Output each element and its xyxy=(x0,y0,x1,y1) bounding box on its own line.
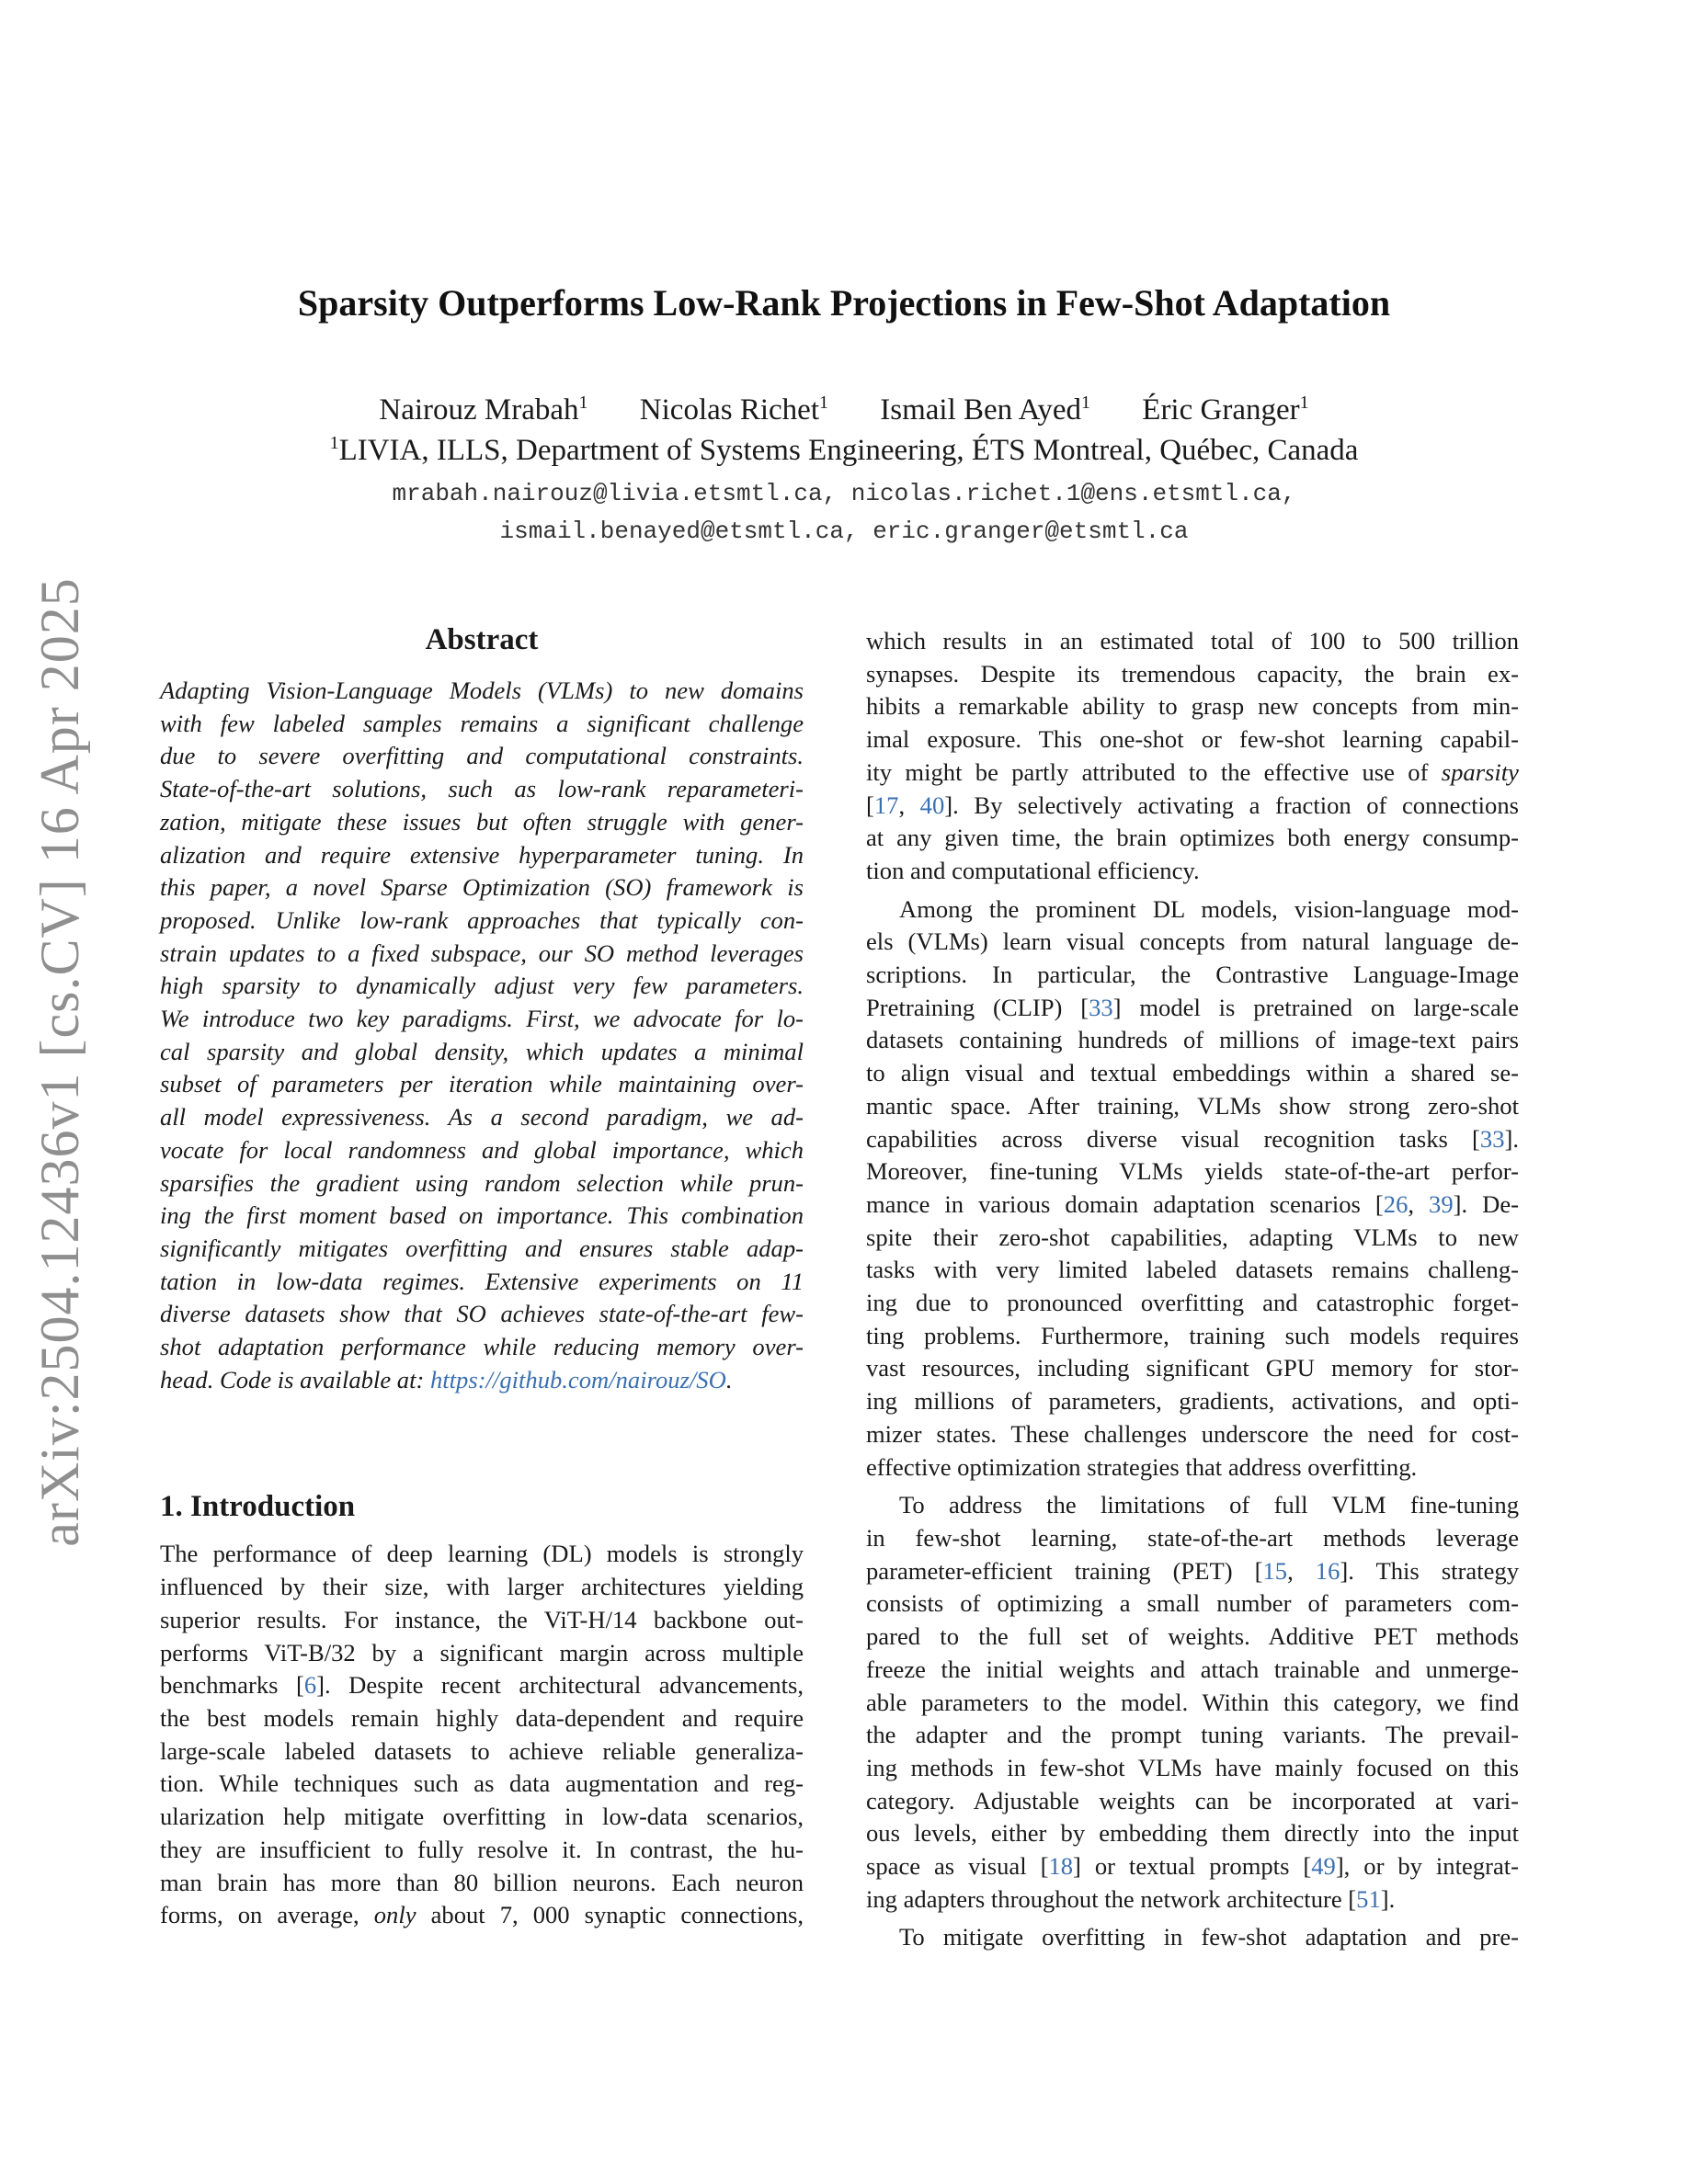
text-line: scriptions. In particular, the Contrastive Language-Image xyxy=(866,961,1519,989)
text-line: ing due to pronounced overfitting and catastrophic forget- xyxy=(866,1289,1519,1317)
email-line: ismail.benayed@etsmtl.ca, eric.granger@etsmtl.ca xyxy=(499,518,1189,545)
author: Nairouz Mrabah$^1$ xyxy=(379,392,588,427)
intro-paragraph xyxy=(160,1538,804,1931)
text-line: to align visual and textual embeddings within a shared se- xyxy=(866,1059,1519,1087)
text-line: Pretraining (CLIP) [33] model is pretrained on large-scale xyxy=(866,993,1519,1021)
text-line: strain updates to a fixed subspace, our SO method leverages xyxy=(160,938,804,967)
text-line: superior results. For instance, the ViT-H/14 backbone out- xyxy=(160,1605,804,1633)
text-line: large-scale labeled datasets to achieve reliable generaliza- xyxy=(160,1736,804,1765)
text-line: ing adapters throughout the network architecture [51]. xyxy=(866,1884,1396,1913)
text-line: vocate for local randomness and global importance, which xyxy=(160,1135,804,1164)
text-line: subset of parameters per iteration while maintaining over- xyxy=(160,1070,804,1098)
text-line: spite their zero-shot capabilities, adapting VLMs to new xyxy=(866,1223,1519,1251)
text-line: category. Adjustable weights can be incorporated at vari- xyxy=(866,1786,1519,1814)
text-line: at any given time, the brain optimizes both energy consump- xyxy=(866,824,1519,852)
text-line: els (VLMs) learn visual concepts from natural language de- xyxy=(866,927,1519,956)
citation-link[interactable]: 51 xyxy=(1356,1884,1381,1913)
text-line: tation in low-data regimes. Extensive experiments on 11 xyxy=(160,1267,804,1295)
citation-link[interactable]: 16 xyxy=(1315,1556,1340,1585)
text-line: consists of optimizing a small number of parameters com- xyxy=(866,1589,1519,1618)
text-line: the adapter and the prompt tuning variants. The prevail- xyxy=(866,1721,1519,1749)
text-line: hibits a remarkable ability to grasp new concepts from min- xyxy=(866,692,1519,721)
text-line: all model expressiveness. As a second paradigm, we ad- xyxy=(160,1103,804,1132)
text-line: ity might be partly attributed to the effective use of sparsity xyxy=(866,757,1519,786)
text-line: ing millions of parameters, gradients, activations, and opti- xyxy=(866,1387,1519,1416)
text-line: space as visual [18] or textual prompts [49], or by integrat- xyxy=(866,1852,1519,1881)
text-line: forms, on average, only about 7, 000 synaptic connections, xyxy=(160,1901,804,1929)
affiliation: $^1$LIVIA, ILLS, Department of Systems Engineering, ÉTS Montreal, Québec, Canada xyxy=(329,433,1359,467)
text-line: they are insufficient to fully resolve it. In contrast, the hu- xyxy=(160,1835,804,1863)
text-line: mizer states. These challenges underscore the need for cost- xyxy=(866,1419,1519,1448)
text-line: We introduce two key paradigms. First, we advocate for lo- xyxy=(160,1005,804,1033)
text-line: head. Code is available at: https://github.com/nairouz/SO. xyxy=(160,1365,733,1393)
text-line: significantly mitigates overfitting and ensures stable adap- xyxy=(160,1234,804,1262)
text-line: The performance of deep learning (DL) models is strongly xyxy=(160,1540,804,1568)
paragraph xyxy=(866,1921,1519,1954)
text-line: with few labeled samples remains a significant challenge xyxy=(160,709,804,737)
text-line: mance in various domain adaptation scenarios [26, 39]. De- xyxy=(866,1189,1520,1218)
text-line: diverse datasets show that SO achieves state-of-the-art few- xyxy=(160,1300,804,1328)
text-line: mantic space. After training, VLMs show strong zero-shot xyxy=(866,1091,1519,1120)
text-line: influenced by their size, with larger architectures yielding xyxy=(160,1573,804,1601)
text-line: tion and computational efficiency. xyxy=(866,856,1200,884)
text-line: datasets containing hundreds of millions of image-text pairs xyxy=(866,1026,1519,1054)
text-line: Among the prominent DL models, vision-language mod- xyxy=(899,894,1519,923)
author: Éric Granger$^1$ xyxy=(1142,392,1309,427)
citation-link[interactable]: 18 xyxy=(1048,1852,1074,1881)
email-line: mrabah.nairouz@livia.etsmtl.ca, nicolas.richet.1@ens.etsmtl.ca, xyxy=(392,480,1296,507)
text-line: ous levels, either by embedding them directly into the input xyxy=(866,1819,1519,1848)
left-column xyxy=(160,621,804,1932)
text-line: zation, mitigate these issues but often struggle with gener- xyxy=(160,807,804,836)
text-line: the best models remain highly data-dependent and require xyxy=(160,1703,804,1732)
text-line: Moreover, fine-tuning VLMs yields state-of-the-art perfor- xyxy=(866,1157,1519,1186)
text-line: this paper, a novel Sparse Optimization (SO) framework is xyxy=(160,873,804,902)
text-line: To mitigate overfitting in few-shot adaptation and pre- xyxy=(899,1923,1519,1951)
text-line: imal exposure. This one-shot or few-shot learning capabil- xyxy=(866,725,1519,754)
text-line: pared to the full set of weights. Additive PET methods xyxy=(866,1622,1519,1651)
text-line: Adapting Vision-Language Models (VLMs) to new domains xyxy=(160,677,804,704)
text-line: proposed. Unlike low-rank approaches that typically con- xyxy=(160,905,804,934)
text-line: To address the limitations of full VLM fine-tuning xyxy=(899,1491,1519,1519)
paragraph xyxy=(866,1489,1519,1916)
author-list xyxy=(0,393,1688,427)
text-line: capabilities across diverse visual recognition tasks [33]. xyxy=(866,1124,1519,1153)
text-line: man brain has more than 80 billion neurons. Each neuron xyxy=(160,1868,804,1896)
citation-link[interactable]: 26 xyxy=(1383,1189,1409,1218)
text-line: ing the first moment based on importance. This combination xyxy=(160,1201,804,1230)
author: Ismail Ben Ayed$^1$ xyxy=(880,392,1091,427)
text-line: effective optimization strategies that address overfitting. xyxy=(866,1452,1418,1481)
right-column xyxy=(866,625,1519,1954)
text-line: ularization help mitigate overfitting in low-data scenarios, xyxy=(160,1803,804,1831)
text-line: synapses. Despite its tremendous capacity, the brain ex- xyxy=(866,659,1519,688)
abstract-heading: Abstract xyxy=(425,623,539,656)
paragraph xyxy=(866,893,1519,1484)
text-line: due to severe overfitting and computational constraints. xyxy=(160,742,804,770)
text-line: tion. While techniques such as data augmentation and reg- xyxy=(160,1769,804,1798)
text-line: benchmarks [6]. Despite recent architectural advancements, xyxy=(160,1671,804,1700)
text-line: which results in an estimated total of 100 to 500 trillion xyxy=(866,627,1519,654)
author: Nicolas Richet$^1$ xyxy=(639,392,828,427)
citation-link[interactable]: 6 xyxy=(303,1671,317,1700)
text-line: State-of-the-art solutions, such as low-rank reparameteri- xyxy=(160,775,804,803)
text-line: able parameters to the model. Within this category, we find xyxy=(866,1688,1519,1716)
text-line: tasks with very limited labeled datasets remains challeng- xyxy=(866,1256,1519,1284)
text-line: performs ViT-B/32 by a significant margin across multiple xyxy=(160,1638,804,1666)
text-line: [17, 40]. By selectively activating a fraction of connections xyxy=(866,791,1519,819)
text-line: cal sparsity and global density, which updates a minimal xyxy=(160,1037,804,1065)
paper-title: Sparsity Outperforms Low-Rank Projections in Few-Shot Adaptation xyxy=(297,282,1391,324)
citation-link[interactable]: 49 xyxy=(1311,1852,1336,1881)
citation-link[interactable]: 39 xyxy=(1429,1189,1454,1218)
text-line: freeze the initial weights and attach trainable and unmerge- xyxy=(866,1655,1519,1683)
citation-link[interactable]: 33 xyxy=(1089,993,1113,1021)
citation-link[interactable]: 40 xyxy=(919,791,945,819)
text-line: in few-shot learning, state-of-the-art methods leverage xyxy=(866,1523,1519,1552)
text-line: ting problems. Furthermore, training such models requires xyxy=(866,1321,1519,1349)
text-line: alization and require extensive hyperparameter tuning. In xyxy=(160,840,804,869)
text-line: high sparsity to dynamically adjust very few parameters. xyxy=(160,972,804,1000)
paragraph xyxy=(866,625,1519,888)
citation-link[interactable]: 17 xyxy=(873,791,899,819)
section-heading-introduction: 1. Introduction xyxy=(160,1490,356,1524)
citation-link[interactable]: 15 xyxy=(1262,1556,1288,1585)
text-line: sparsifies the gradient using random selection while prun- xyxy=(160,1168,804,1197)
text-line: vast resources, including significant GPU memory for stor- xyxy=(866,1354,1519,1382)
citation-link[interactable]: 33 xyxy=(1479,1124,1505,1153)
arxiv-stamp xyxy=(18,576,101,1547)
text-line: shot adaptation performance while reducing memory over- xyxy=(160,1333,804,1361)
arxiv-id: arXiv:2504.12436v1 [cs.CV] 16 Apr 2025 xyxy=(29,576,90,1547)
abstract-body xyxy=(160,675,804,1396)
text-line: ing methods in few-shot VLMs have mainly focused on this xyxy=(866,1753,1519,1781)
code-link[interactable]: https://github.com/nairouz/SO xyxy=(429,1365,726,1393)
text-line: parameter-efficient training (PET) [15, 16]. This strategy xyxy=(866,1556,1520,1585)
